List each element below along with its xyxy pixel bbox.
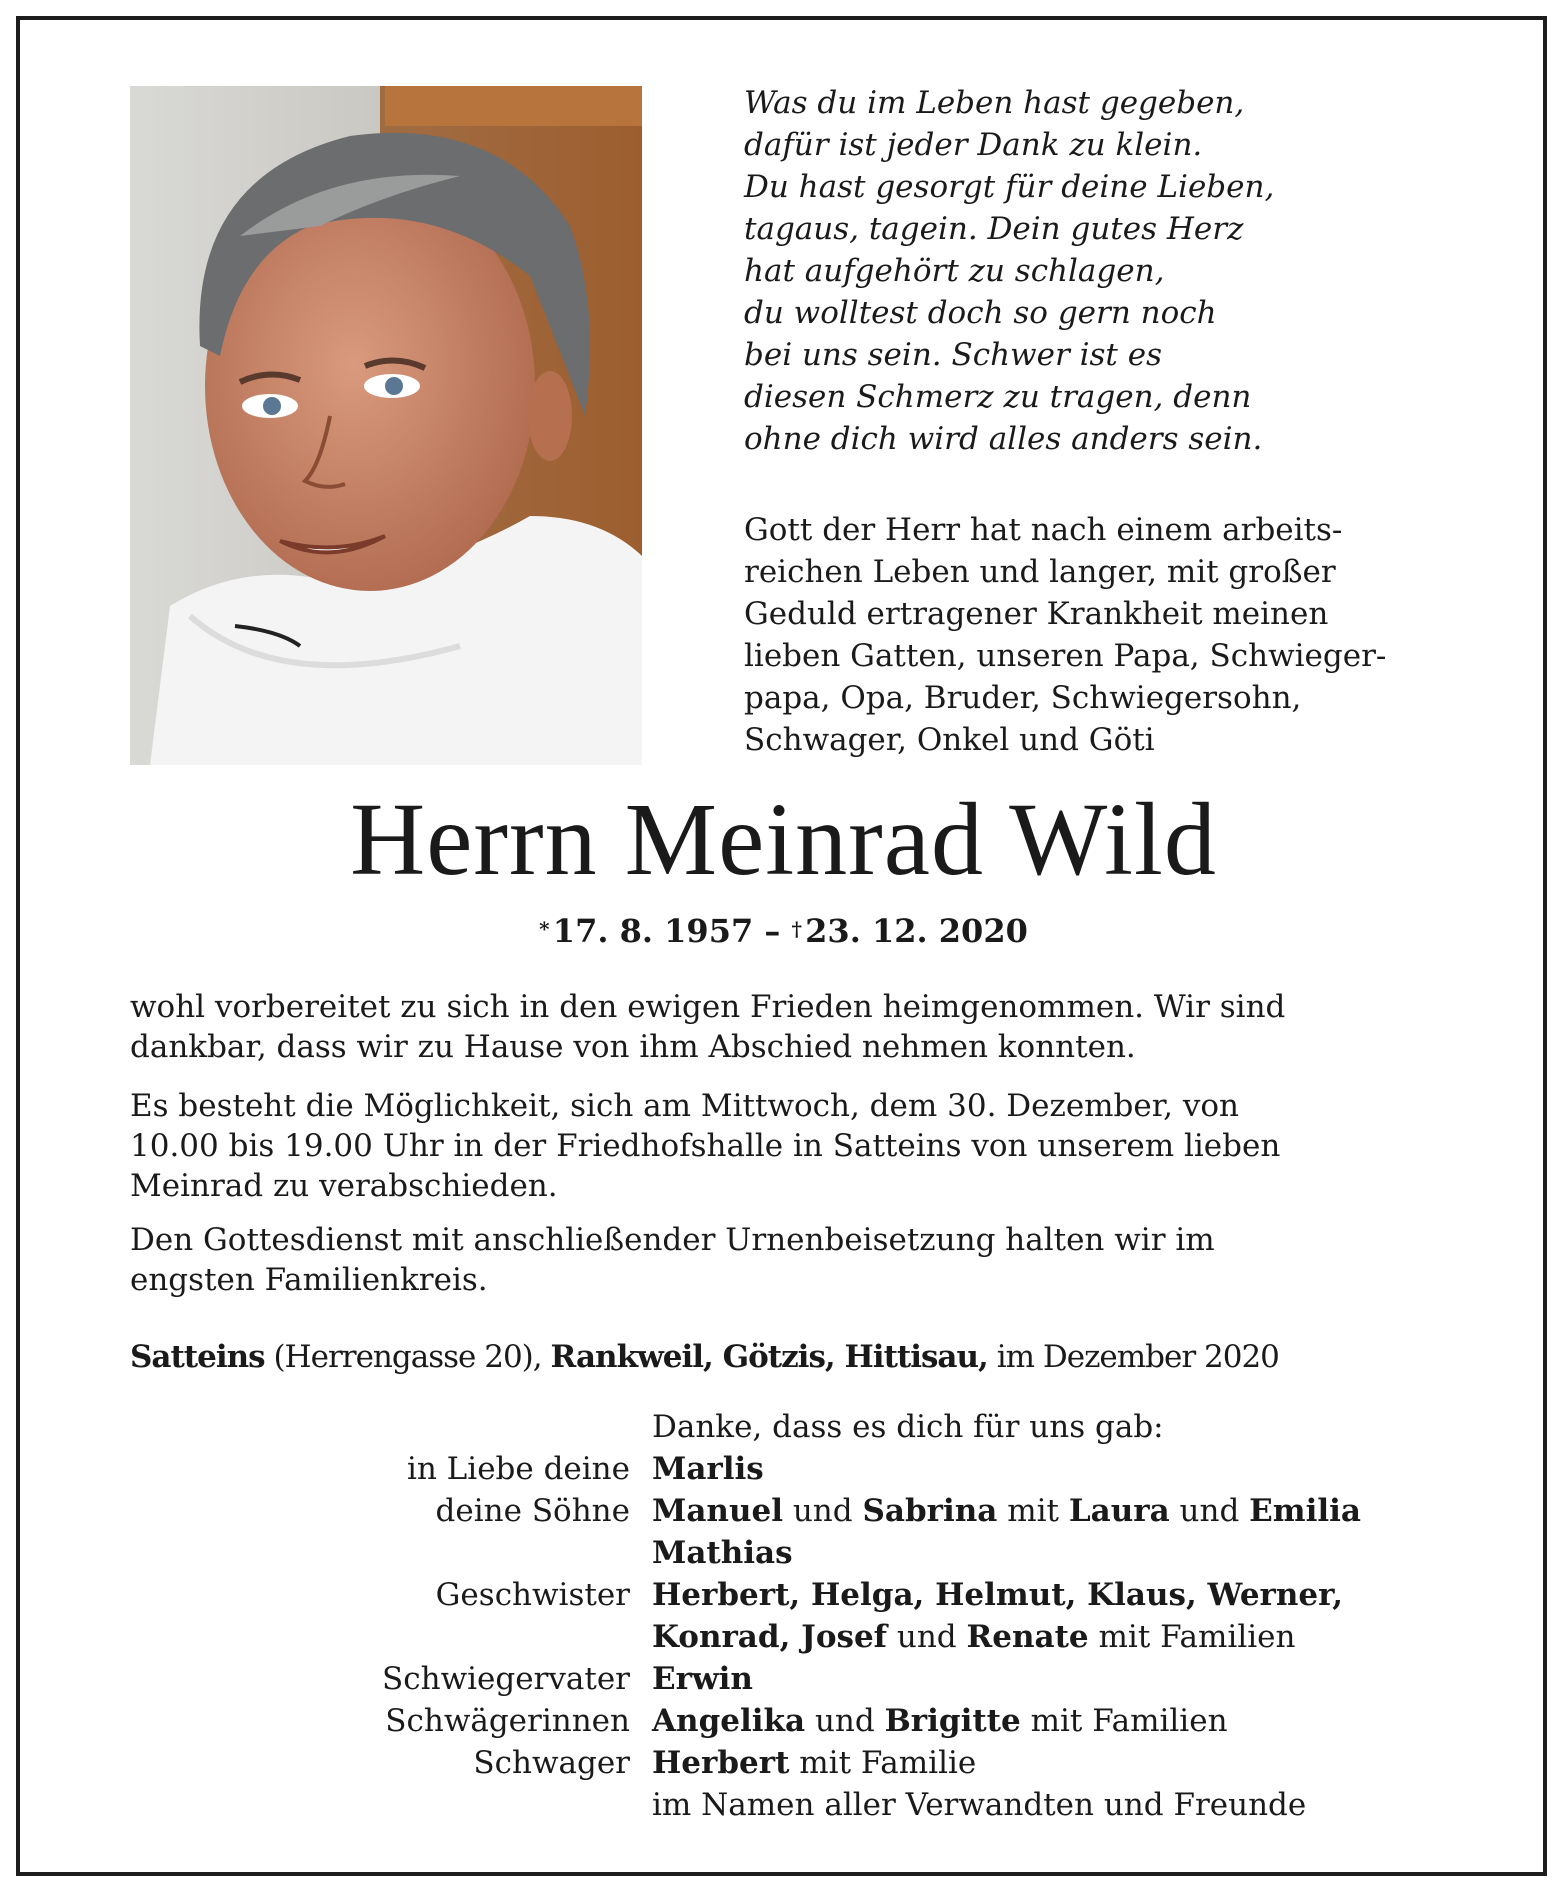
- life-dates: [0, 910, 1567, 956]
- family-row-sons: [0, 1490, 1567, 1532]
- family-list: [0, 1406, 1567, 1826]
- sons-names: Manuel und Sabrina mit Laura und Emilia: [652, 1493, 1362, 1529]
- location-address: (Herrengasse 20),: [264, 1339, 551, 1375]
- siblings-names-line1: Herbert, Helga, Helmut, Klaus, Werner,: [652, 1577, 1344, 1613]
- wife-names: Marlis: [652, 1451, 764, 1487]
- family-row-siblings: [0, 1574, 1567, 1616]
- paragraph-service: Den Gottesdienst mit anschließender Urnenbeisetzung halten wir im engsten Familienkreis.: [130, 1222, 1215, 1298]
- family-row-son2: [0, 1532, 1567, 1574]
- birth-symbol: *: [539, 917, 550, 941]
- location-other-towns: Rankweil, Götzis, Hittisau,: [550, 1339, 988, 1375]
- family-row-sisters-in-law: [0, 1700, 1567, 1742]
- paragraph-peace: wohl vorbereitet zu sich in den ewigen Frieden heimgenommen. Wir sind dankbar, dass wir zu Hause von ihm Abschied nehmen konnten.: [130, 989, 1286, 1065]
- paragraph-farewell: Es besteht die Möglichkeit, sich am Mittwoch, dem 30. Dezember, von 10.00 bis 19.00 Uhr in der Friedhofshalle in Satteins von unserem lieben Meinrad zu verabschieden.: [130, 1088, 1281, 1204]
- thanks-line: Danke, dass es dich für uns gab:: [652, 1409, 1164, 1445]
- brother-in-law-name: Herbert mit Familie: [652, 1745, 977, 1781]
- birth-date: 17. 8. 1957: [552, 912, 754, 950]
- location-town: Satteins: [130, 1339, 265, 1375]
- deceased-name: Herrn Meinrad Wild: [350, 782, 1217, 897]
- wife-label: in Liebe deine: [406, 1451, 630, 1487]
- sons-label: deine Söhne: [435, 1493, 630, 1529]
- family-row-father-in-law: [0, 1658, 1567, 1700]
- son2-name: Mathias: [652, 1535, 793, 1571]
- brother-in-law-label: Schwager: [473, 1745, 630, 1781]
- sisters-in-law-label: Schwägerinnen: [385, 1703, 630, 1739]
- family-row-closing: [0, 1784, 1567, 1826]
- family-row-wife: [0, 1448, 1567, 1490]
- location-date: im Dezember 2020: [987, 1339, 1279, 1375]
- sisters-in-law-names: Angelika und Brigitte mit Familien: [652, 1703, 1228, 1739]
- siblings-label: Geschwister: [435, 1577, 630, 1613]
- poem-text: Was du im Leben hast gegeben, dafür ist jeder Dank zu klein. Du hast gesorgt für deine Lieben, tagaus, tagein. Dein gutes Herz hat aufgehört zu schlagen, du wolltest doch so gern noch bei uns sein. Schwer ist es diesen Schmerz zu tragen, denn ohne dich wird alles anders sein.: [744, 85, 1275, 457]
- siblings-names-line2: Konrad, Josef und Renate mit Familien: [652, 1619, 1296, 1655]
- portrait-photo: [130, 86, 642, 765]
- date-separator: –: [753, 912, 792, 950]
- death-date: 23. 12. 2020: [805, 912, 1028, 950]
- father-in-law-label: Schwiegervater: [382, 1661, 630, 1697]
- location-line: [130, 1337, 1440, 1377]
- family-row-thanks: [0, 1406, 1567, 1448]
- intro-text: Gott der Herr hat nach einem arbeits- reichen Leben und langer, mit großer Geduld ertragener Krankheit meinen lieben Gatten, unseren Papa, Schwieger- papa, Opa, Bruder, Schwiegersohn, Schwager, Onkel und Göti: [744, 512, 1387, 758]
- father-in-law-name: Erwin: [652, 1661, 753, 1697]
- family-row-brother-in-law: [0, 1742, 1567, 1784]
- family-row-siblings2: [0, 1616, 1567, 1658]
- death-symbol: †: [791, 917, 802, 941]
- closing-line: im Namen aller Verwandten und Freunde: [652, 1787, 1307, 1823]
